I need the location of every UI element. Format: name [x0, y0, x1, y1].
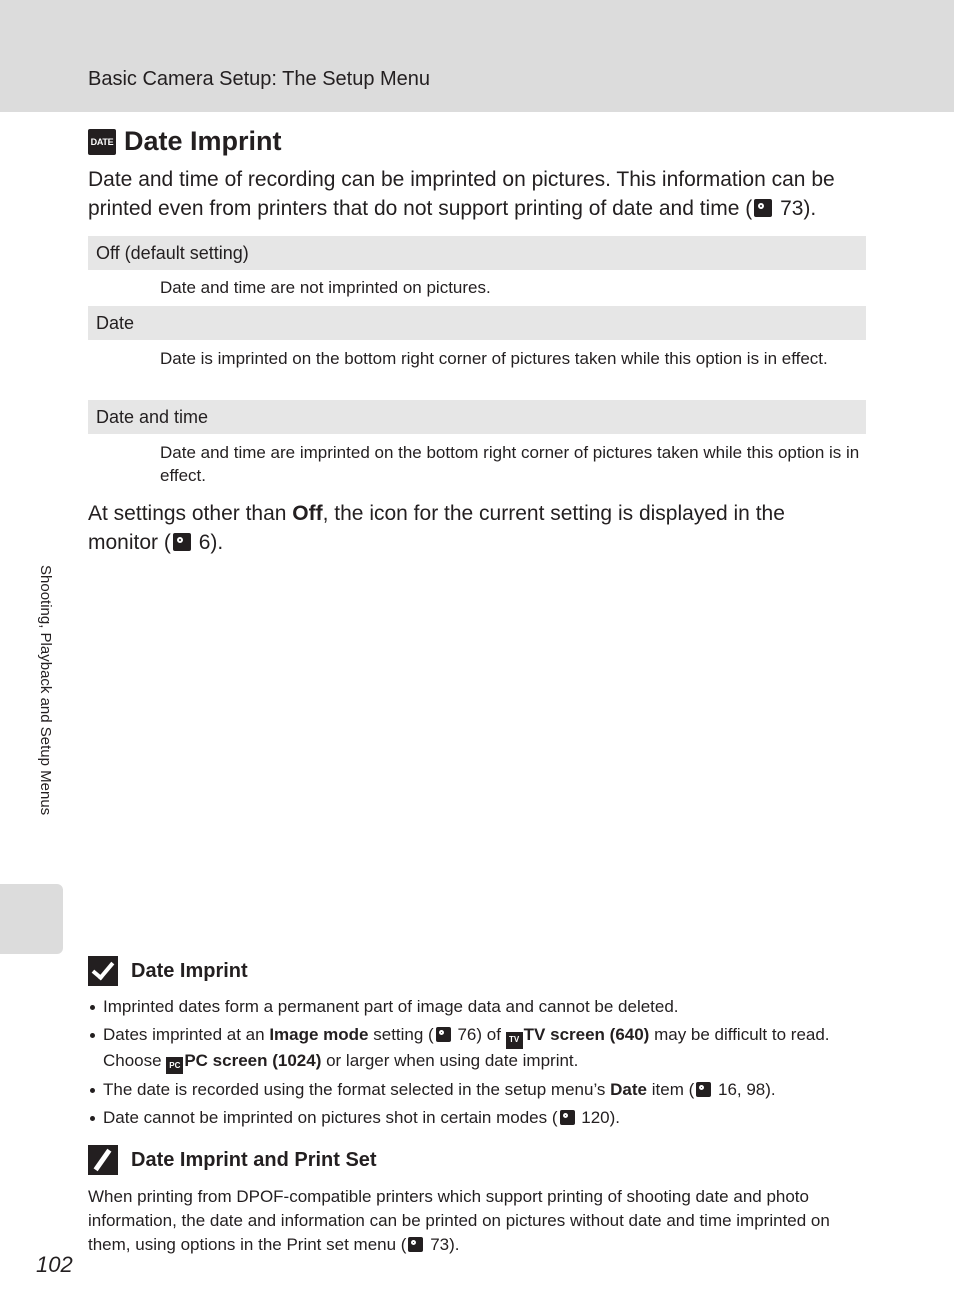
bullet-text: Date cannot be imprinted on pictures shot in certain modes (	[103, 1108, 558, 1127]
section-header-title: Basic Camera Setup: The Setup Menu	[88, 68, 431, 90]
bullet-ref: 76	[457, 1025, 477, 1044]
list-item	[88, 1106, 868, 1130]
bullet-text: Dates imprinted at an	[103, 1025, 270, 1044]
note-print-set-header	[88, 1145, 377, 1175]
tv-screen-icon: TV	[506, 1032, 523, 1049]
pencil-note-icon	[88, 1145, 118, 1175]
bullet-bold: PC screen (1024)	[184, 1050, 322, 1070]
page-reference-icon	[173, 533, 191, 551]
option-desc-date-and-time: Date and time are imprinted on the bottom right corner of pictures taken while this option is in effect.	[160, 443, 860, 485]
note-title: Date Imprint	[131, 959, 248, 982]
page-reference-icon	[696, 1082, 711, 1097]
pc-screen-icon: PC	[166, 1057, 183, 1074]
option-header-date-and-time: Date and time	[88, 400, 866, 434]
bullet-text: may be difficult to read. Choose	[103, 1025, 830, 1070]
page-reference-icon	[560, 1110, 575, 1125]
bullet-text: or larger when using date imprint.	[321, 1050, 579, 1070]
date-imprint-icon: DATE	[88, 129, 116, 155]
chapter-tab	[0, 884, 63, 954]
print-set-ref: 73	[430, 1235, 450, 1254]
option-desc-off: Date and time are not imprinted on pictures.	[160, 278, 491, 297]
note-bullet-list	[88, 995, 868, 1134]
after-text-bold: Off	[292, 502, 323, 525]
bullet-text: The date is recorded using the format selected in the setup menu’s	[103, 1080, 611, 1099]
intro-close: ).	[803, 197, 817, 220]
bullet-ref: 120	[581, 1108, 610, 1127]
option-header-off: Off (default setting)	[88, 236, 866, 270]
bullet-ref: 16, 98	[717, 1080, 766, 1099]
intro-paragraph	[88, 165, 878, 223]
page-title-row	[88, 126, 282, 157]
page-number: 102	[36, 1252, 73, 1277]
bullet-text: setting (	[368, 1025, 434, 1044]
page-reference-icon	[408, 1237, 423, 1252]
after-text-pre: At settings other than	[88, 502, 293, 525]
page-reference-icon	[754, 199, 772, 217]
print-set-close: ).	[449, 1235, 460, 1254]
list-item	[88, 1078, 868, 1102]
bullet-bold: Date	[610, 1080, 648, 1099]
bullet-text: ) of	[476, 1025, 506, 1044]
list-item	[88, 1023, 868, 1074]
print-set-text: When printing from DPOF-compatible printers which support printing of shooting date and photo information, the date and information can be printed on pictures without date and time imprinted on them, using options in the Print set menu (	[88, 1187, 830, 1254]
list-item	[88, 995, 868, 1019]
note-title: Date Imprint and Print Set	[131, 1148, 377, 1171]
page-title: Date Imprint	[124, 126, 282, 156]
header-band	[0, 0, 954, 112]
after-text-post: , the icon for the current setting is displayed in the monitor (	[88, 502, 785, 554]
bullet-bold: Image mode	[269, 1025, 369, 1044]
after-close: ).	[210, 531, 224, 554]
chapter-side-label: Shooting, Playback and Setup Menus	[37, 565, 54, 816]
checkmark-note-icon	[88, 956, 118, 986]
after-ref: 6	[198, 531, 211, 554]
bullet-bold: TV screen (640)	[523, 1025, 650, 1044]
bullet-text: ).	[609, 1108, 621, 1127]
option-header-date: Date	[88, 306, 866, 340]
bullet-text: ).	[765, 1080, 776, 1099]
intro-text: Date and time of recording can be imprinted on pictures. This information can be printed even from printers that do not support printing of date and time (	[88, 168, 835, 220]
option-desc-date: Date is imprinted on the bottom right corner of pictures taken while this option is in effect.	[160, 349, 828, 368]
intro-ref: 73	[780, 197, 804, 220]
bullet-text: item (	[647, 1080, 695, 1099]
bullet-text: Imprinted dates form a permanent part of image data and cannot be deleted.	[103, 997, 679, 1016]
print-set-paragraph	[88, 1185, 868, 1257]
note-date-imprint-header	[88, 956, 248, 986]
page-reference-icon	[436, 1027, 451, 1042]
settings-note-paragraph	[88, 499, 848, 557]
